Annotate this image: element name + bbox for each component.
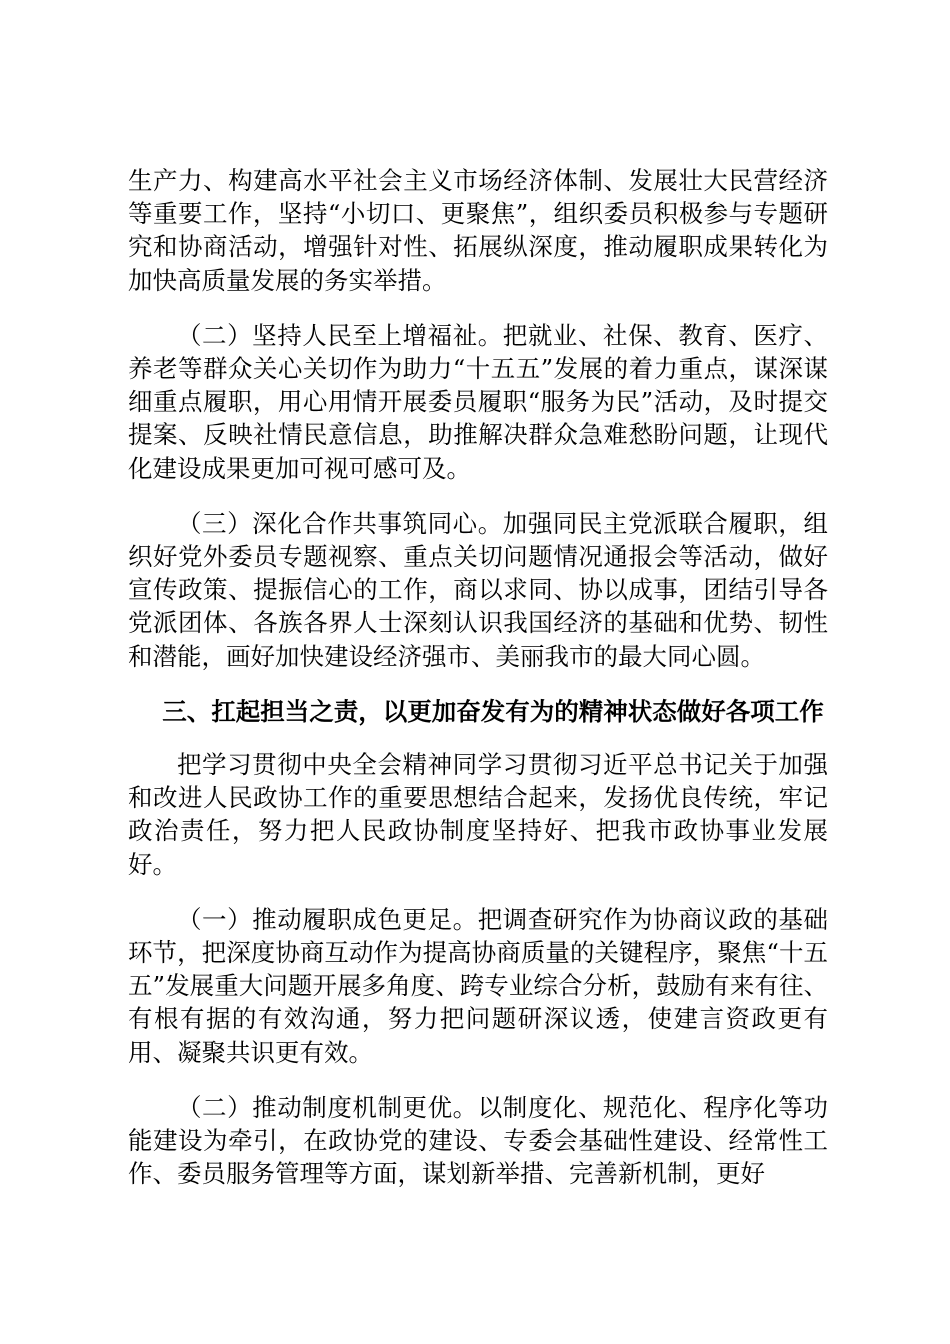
paragraph-continuation: 生产力、构建高水平社会主义市场经济体制、发展壮大民营经济等重要工作，坚持“小切口、更聚焦”，组织委员积极参与专题研究和协商活动，增强针对性、拓展纵深度，推动履职成果转化为加快高质量发展的务实举措。 <box>128 166 828 295</box>
paragraph-section-intro: 把学习贯彻中央全会精神同学习贯彻习近平总书记关于加强和改进人民政协工作的重要思想结合起来，发扬优良传统，牢记政治责任，努力把人民政协制度坚持好、把我市政协事业发展好。 <box>128 750 828 879</box>
paragraph-people-first: （二）坚持人民至上增福祉。把就业、社保、教育、医疗、养老等群众关心关切作为助力“十五五”发展的着力重点，谋深谋细重点履职，用心用情开展委员履职“服务为民”活动，及时提交提案、反映社情民意信息，助推解决群众急难愁盼问题，让现代化建设成果更加可视可感可及。 <box>128 320 828 483</box>
paragraph-institutions: （二）推动制度机制更优。以制度化、规范化、程序化等功能建设为牵引，在政协党的建设、专委会基础性建设、经常性工作、委员服务管理等方面，谋划新举措、完善新机制，更好 <box>128 1092 828 1189</box>
paragraph-cooperation: （三）深化合作共事筑同心。加强同民主党派联合履职，组织好党外委员专题视察、重点关切问题情况通报会等活动，做好宣传政策、提振信心的工作，商以求同、协以成事，团结引导各党派团体、各族各界人士深刻认识我国经济的基础和优势、韧性和潜能，画好加快建设经济强市、美丽我市的最大同心圆。 <box>128 508 828 671</box>
section-heading-three: 三、扛起担当之责，以更加奋发有为的精神状态做好各项工作 <box>162 696 824 726</box>
paragraph-performance: （一）推动履职成色更足。把调查研究作为协商议政的基础环节，把深度协商互动作为提高协商质量的关键程序，聚焦“十五五”发展重大问题开展多角度、跨专业综合分析，鼓励有来有往、有根有据的有效沟通，努力把问题研深议透，使建言资政更有用、凝聚共识更有效。 <box>128 904 828 1067</box>
document-page <box>128 164 828 1212</box>
